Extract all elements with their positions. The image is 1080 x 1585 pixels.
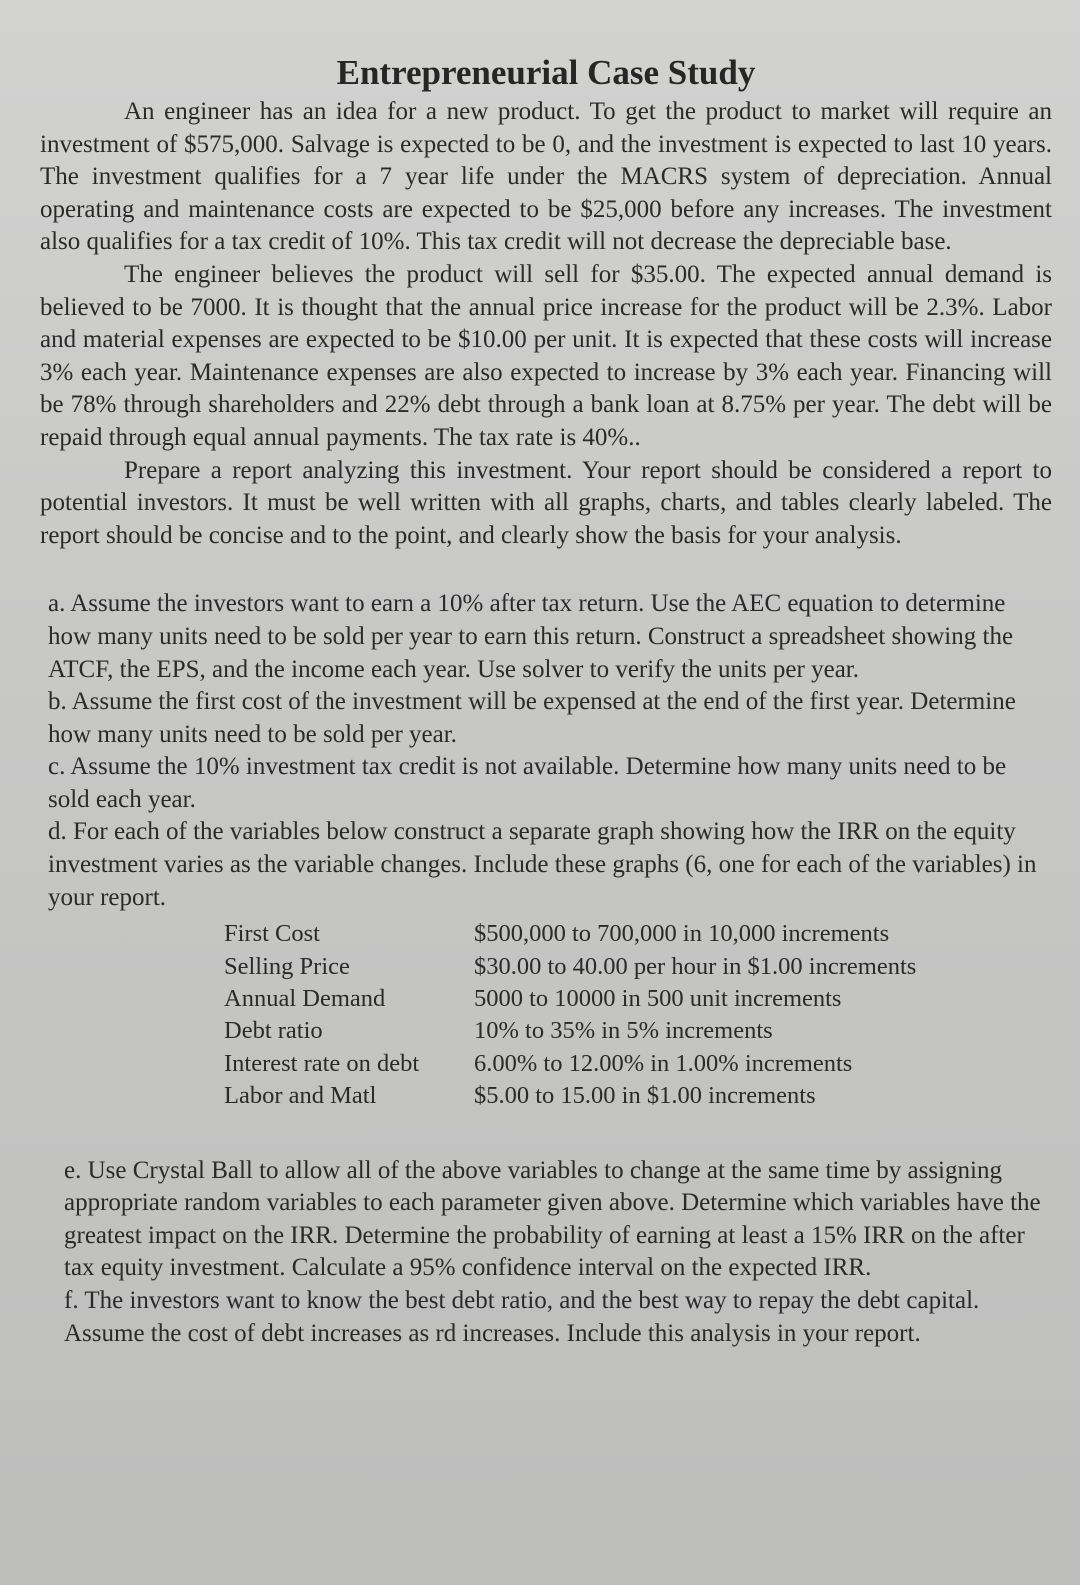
variable-row <box>224 983 916 1015</box>
question-d: d. For each of the variables below construct a separate graph showing how the IRR on the equity investment varies as the variable changes. Include these graphs (6, one for each of the variables) in your report. <box>48 818 1037 911</box>
variable-name: First Cost <box>224 920 320 948</box>
assumptions-paragraph: The engineer believes the product will sell for $35.00. The expected annual demand is believed to be 7000. It is thought that the annual price increase for the product will be 2.3%. Labor and material expenses are expected to be $10.00 per unit. It is expected that these costs will increase 3% each year. Maintenance expenses are also expected to increase by 3% each year. Financing will be 78% through shareholders and 22% debt through a bank loan at 8.75% per year. The debt will be repaid through equal annual payments. The tax rate is 40%.. <box>40 260 1052 451</box>
variable-row <box>224 1080 916 1112</box>
intro-paragraph: An engineer has an idea for a new product. To get the product to market will require an investment of $575,000. Salvage is expected to be 0, and the investment is expected to last 10 years. The investment qualifies for a 7 year life under the MACRS system of depreciation. Annual operating and maintenance costs are expected to be $25,000 before any increases. The investment also qualifies for a tax credit of 10%. This tax credit will not decrease the depreciable base. <box>40 98 1052 256</box>
variable-range: 6.00% to 12.00% in 1.00% increments <box>474 1049 853 1077</box>
variable-row <box>224 951 916 983</box>
variable-name: Annual Demand <box>224 985 386 1013</box>
variable-range: 10% to 35% in 5% increments <box>474 1017 773 1045</box>
question-e: e. Use Crystal Ball to allow all of the above variables to change at the same time by assigning appropriate random variables to each parameter given above. Determine which variables have the greatest impact on the IRR. Determine the probability of earning at least a 15% IRR on the after tax equity investment. Calculate a 95% confidence interval on the expected IRR. <box>64 1156 1041 1282</box>
variable-name: Debt ratio <box>224 1017 323 1045</box>
variable-name: Labor and Matl <box>224 1082 377 1110</box>
variable-name: Selling Price <box>224 952 350 980</box>
section-gap <box>40 1113 1052 1155</box>
variable-range: 5000 to 10000 in 500 unit increments <box>474 985 842 1013</box>
question-b: b. Assume the first cost of the investment will be expensed at the end of the first year. Determine how many units need to be sold per year. <box>48 688 1016 748</box>
question-list-2 <box>40 1155 1052 1351</box>
question-c: c. Assume the 10% investment tax credit is not available. Determine how many units need to be sold each year. <box>48 753 1007 813</box>
variable-row <box>224 1015 916 1047</box>
variables-table <box>224 918 916 1112</box>
variable-name: Interest rate on debt <box>224 1049 420 1077</box>
question-list <box>40 588 1052 914</box>
variable-row <box>224 918 916 950</box>
variable-row <box>224 1048 916 1080</box>
variable-range: $30.00 to 40.00 per hour in $1.00 increments <box>474 952 917 980</box>
document-title: Entrepreneurial Case Study <box>336 53 756 92</box>
question-a: a. Assume the investors want to earn a 10% after tax return. Use the AEC equation to determine how many units need to be sold per year to earn this return. Construct a spreadsheet showing the ATCF, the EPS, and the income each year. Use solver to verify the units per year. <box>48 590 1014 683</box>
instructions-paragraph: Prepare a report analyzing this investment. Your report should be considered a report to potential investors. It must be well written with all graphs, charts, and tables clearly labeled. The report should be concise and to the point, and clearly show the basis for your analysis. <box>40 456 1052 549</box>
variable-range: $5.00 to 15.00 in $1.00 increments <box>474 1082 816 1110</box>
section-gap <box>40 552 1052 588</box>
question-f: f. The investors want to know the best debt ratio, and the best way to repay the debt capital. Assume the cost of debt increases as rd increases. Include this analysis in your report. <box>64 1287 980 1347</box>
variable-range: $500,000 to 700,000 in 10,000 increments <box>474 920 890 948</box>
